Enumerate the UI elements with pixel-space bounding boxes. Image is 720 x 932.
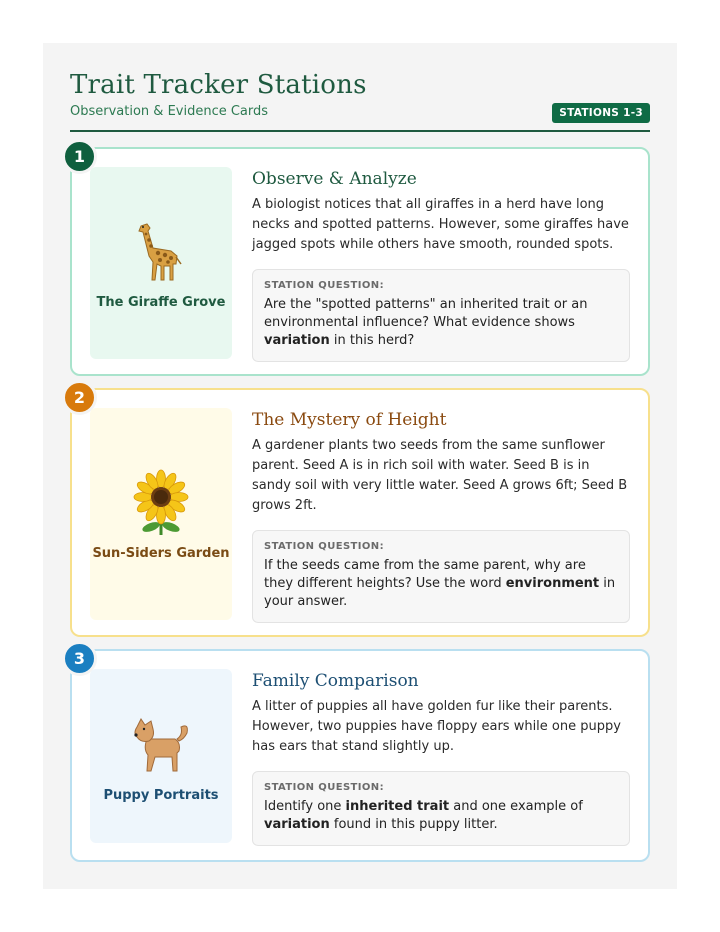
question-text [264,296,618,350]
question-text-part: If the seeds came from the same parent, why are they different heights? Use the word [264,558,586,591]
station-question-box [252,771,630,846]
station-side-panel [90,167,232,359]
question-keyword: variation [264,817,330,832]
station-number-badge: 2 [62,380,97,415]
question-label: STATION QUESTION: [264,541,384,552]
question-text [264,557,618,611]
station-number-badge: 3 [62,641,97,676]
stations-badge: STATIONS 1-3 [552,103,650,123]
station-number-badge: 1 [62,139,97,174]
station-title: Observe & Analyze [252,169,417,189]
question-text-part: and one example of [449,799,583,814]
question-label: STATION QUESTION: [264,782,384,793]
station-description: A gardener plants two seeds from the same sunflower parent. Seed A is in rich soil with water. Seed B is in sandy soil with very little water. Seed A grows 6ft; Seed B grows 2ft. [252,438,628,513]
question-keyword: environment [505,576,600,591]
question-text-part: found in this puppy litter. [329,817,498,832]
question-text-part: in your answer. [264,576,616,609]
question-text-part: Identify one [264,799,346,814]
sunflower-icon [129,468,193,538]
dog-icon [129,710,193,780]
question-text-part: Are the "spotted patterns" an inherited trait or an environmental influence? What evidence shows [264,297,588,330]
question-label: STATION QUESTION: [264,280,384,291]
station-description: A litter of puppies all have golden fur like their parents. However, two puppies have floppy ears while one puppy has ears that stand slightly up. [252,699,621,754]
station-name: The Giraffe Grove [96,294,226,310]
station-question-box [252,269,630,362]
question-text-part: in this herd? [329,333,415,348]
worksheet-page [43,43,677,889]
station-content [252,169,630,362]
station-name: Puppy Portraits [103,787,219,803]
station-content [252,671,630,846]
giraffe-icon [129,217,193,287]
station-side-panel [90,408,232,620]
station-card-2 [70,388,650,637]
question-keyword: inherited trait [345,799,450,814]
station-card-3 [70,649,650,862]
station-description: A biologist notices that all giraffes in a herd have long necks and spotted patterns. However, some giraffes have jagged spots while others have smooth, rounded spots. [252,197,629,252]
station-side-panel [90,669,232,843]
page-subtitle: Observation & Evidence Cards [70,104,269,119]
page-header [70,70,650,132]
question-text [264,798,618,834]
station-title: The Mystery of Height [252,410,447,430]
station-content [252,410,630,623]
station-card-1 [70,147,650,376]
station-question-box [252,530,630,623]
station-title: Family Comparison [252,671,419,691]
page-title: Trait Tracker Stations [70,70,367,100]
station-name: Sun-Siders Garden [92,545,230,561]
question-keyword: variation [264,333,330,348]
